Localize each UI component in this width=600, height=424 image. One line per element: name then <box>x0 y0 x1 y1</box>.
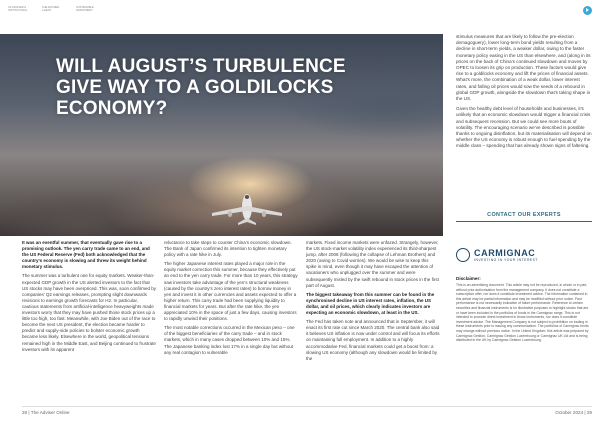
play-icon[interactable] <box>583 6 592 15</box>
disclaimer-title: Disclaimer: <box>456 276 481 281</box>
carmignac-logo[interactable] <box>456 246 592 264</box>
intro-paragraph: It was an eventful summer, that eventually gave rise to a promising outlook. The yen carry trade came to an end, and the US Federal Reserve (Fed) both acknowledged that the country’s economy is slowing and threw its weight behind monetary stimulus. <box>22 240 150 270</box>
nav-item[interactable]: UK ADVISER & INSTITUTIONAL <box>8 6 28 13</box>
carmignac-mark-icon <box>456 248 470 262</box>
top-nav <box>8 6 102 20</box>
paragraph: The most notable corrections occurred in the Mexican peso – one of the biggest beneficiaries of the carry trade – and in stock markets, which in many cases dropped between 10% and 15%. The Japanese banking index lost 17% in a single day but without any real contagion to vulnerable <box>164 325 295 355</box>
nav-item[interactable]: THE ADVISER CLIENT <box>42 6 60 13</box>
paragraph: Given the healthy debt level of households and businesses, it’s unlikely that an economic slowdown would trigger a financial crisis and subsequent recession. But we could see more bouts of volatility. The encouraging scenario we’ve described is possible thanks to ongoing disinflation, but its materialisation will depend on whether the US economy is robust enough to fuel spending by the middle class – spending that has already shown signs of faltering. <box>456 106 592 149</box>
paragraph: markets. Fixed income markets were unfazed. Strangely, however, the US stock-market volatility index experienced its third-sharpest jump, after 2008 (following the collapse of Lehman Brothers) and 2020 (owing to Covid worries). We would be wise to keep this spike in mind, even though it may have escaped the attention of vacationers who unplugged over the summer and were subsequently misled by the swift rebound in stock prices in the first part of August. <box>306 240 439 288</box>
paragraph: The summer was a turbulent one for equity markets. Weaker-than-expected GDP growth in the US alerted investors to the fact that US stocks may have been overpriced. This was, soon confirmed by companies’ Q2 earnings releases, prompting slight downwards revisions to earnings growth forecasts for H2. In particular, cautious statements from artificial-intelligence heavyweights made investors worry that they may have pushed those stock prices up a little too high, too fast. Meanwhile, with Joe Biden out of the race to become the next US president, the election became harder to predict and supply-side policies to bolster economic growth became less likely. Elsewhere in the world, geopolitical tensions remained high in the Middle East, and Beijing continued to frustrate investors with its apparent <box>22 273 156 352</box>
nav-item[interactable]: SUSTAINABLE INVESTMENT <box>76 6 94 13</box>
right-column <box>456 34 592 154</box>
hero-image <box>0 34 443 236</box>
paragraph: The higher Japanese interest rates played a major role in the equity market correction this summer, because they effectively put an end to the yen carry trade. For more than 10 years, this strategy saw investors take advantage of the yen’s structural weakness (caused by the country’s zero interest rates) to borrow money in yen and invest it in other currencies and assets expected to offer a higher return. This carry trade had been supplying liquidity to financial markets for years. But after the rate hike, the yen appreciated 10% in the space of just a few days, causing investors to rapidly unwind their positions. <box>164 261 298 322</box>
contact-experts-link[interactable]: CONTACT OUR EXPERTS <box>456 212 592 222</box>
paragraph: stimulus measures that are likely to follow the pre-election demagoguery), lower long-term bond yields resulting from a decline in short-term yields, a weaker dollar, owing to the faster monetary policy easing in the US than elsewhere, and (along in its prices on the back of China’s continued slowdown and moves by OPEC to loosen its grip on production. These factors would give rise to a goldilocks economy and lift the prices of financial assets. What’s more, the combination of a weak dollar, lower interest rates, and falling oil prices would sow the seeds of a rebound in global GDP growth, alongside the slowdown that’s taking shape in the US. <box>456 34 591 102</box>
airplane-icon <box>212 192 282 226</box>
footer-right: October 2024 | 29 <box>555 410 592 415</box>
footer-left: 28 | The Adviser Online <box>22 410 70 415</box>
paragraph: The Fed has taken note and announced that in September, it will enact its first rate cut since March 2020. The central bank also said it believes US inflation is now under control and will focus its efforts on maintaining full employment. In addition to a highly accommodative Fed, financial markets could get a boost from: a slowing US economy (although any slowdown would be limited by the <box>306 319 440 361</box>
article-title: WILL AUGUST’S TURBULENCE GIVE WAY TO A GOLDILOCKS ECONOMY? <box>56 56 346 119</box>
footer-divider <box>22 406 592 407</box>
highlight-paragraph: The biggest takeaway from this summer can be found in the synchronised decline in US interest rates, inflation, the US dollar, and oil prices, which clearly indicates investors are expecting an economic slowdown, at least in the US. <box>306 291 435 316</box>
column-1 <box>22 240 156 356</box>
sponsor-name: CARMIGNAC <box>474 247 536 258</box>
column-3 <box>306 240 440 365</box>
sponsor-tagline: INVESTING IN YOUR INTEREST <box>474 257 538 262</box>
column-2 <box>164 240 298 359</box>
disclaimer-text: This is an advertising document. This article may not be reproduced, in whole or in part, without prior authorisation from the management company. It does not constitute a subscription offer, nor does it constitute investment advice. The information contained in this article may be partial information and may be modified without prior notice. Past performance is not necessarily indicative of future performance. Reference to certain securities and financial instruments is for illustrative purposes to highlight stocks that are or have been included in the portfolios of funds in the Carmignac range. This is not intended to promote direct investment in those instruments, nor does it constitute investment advice. The Management Company is not subject to prohibition on trading in these instruments prior to issuing any communication. The portfolios of Carmignac funds may change without previous notice. In the United Kingdom, this article was prepared by Carmignac Gestion, Carmignac Gestion Luxembourg or Carmignac UK Ltd and is being distributed in the UK by Carmignac Gestion Luxembourg. <box>456 283 589 343</box>
paragraph: reluctance to take steps to counter China’s economic slowdown. The Bank of Japan confirmed its intention to tighten monetary policy with a rate hike in July. <box>164 240 292 258</box>
